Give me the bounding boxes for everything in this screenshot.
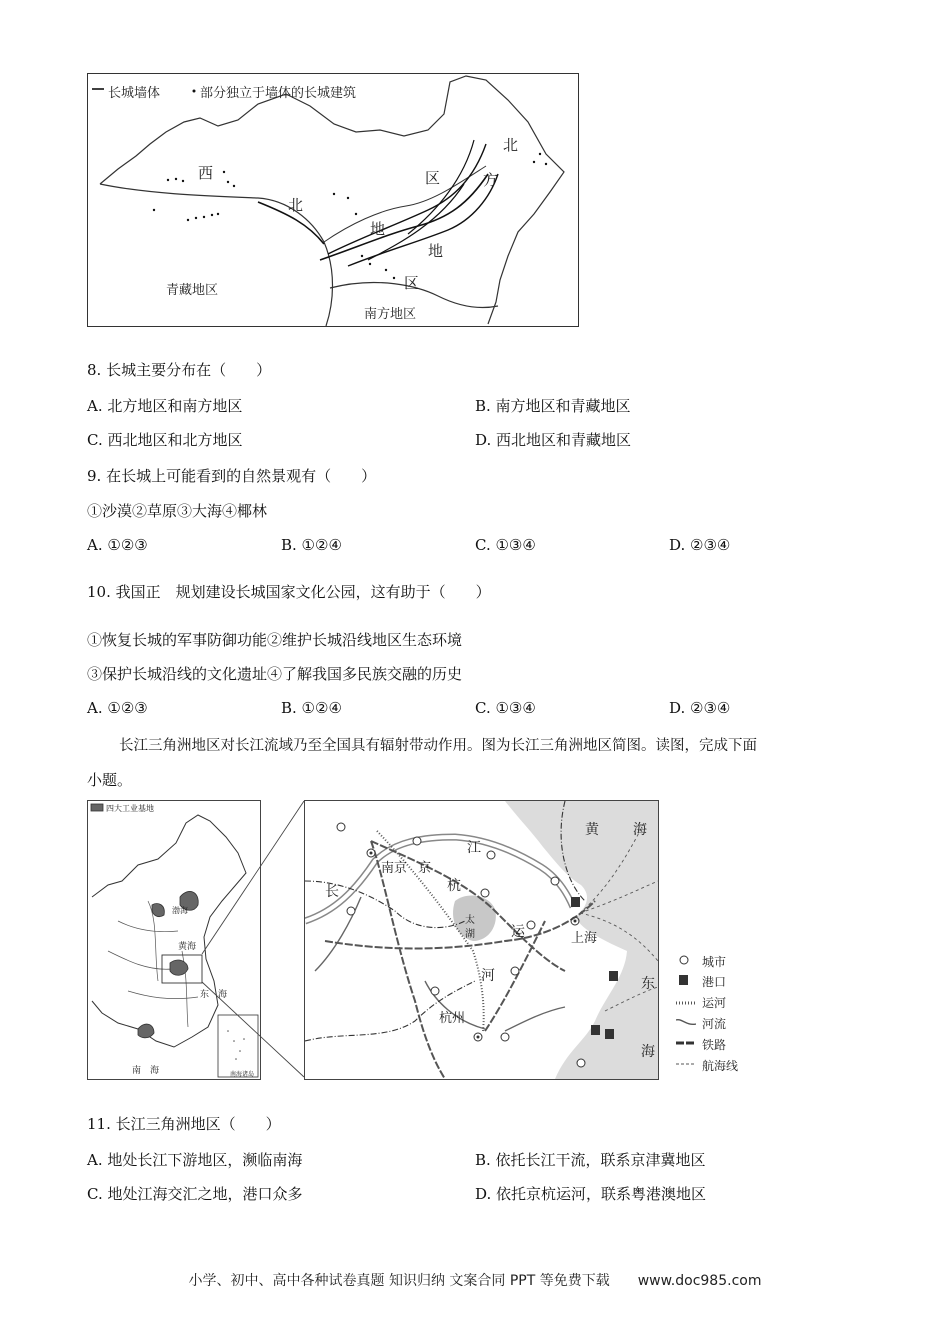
- canal-icon: [676, 995, 702, 1010]
- legend-port-label: 港口: [702, 974, 727, 989]
- map3-shanghai-label: 上海: [571, 931, 598, 946]
- q10-option-c[interactable]: C. ①③④: [475, 699, 536, 717]
- q11-option-c[interactable]: C. 地处江海交汇之地，港口众多: [87, 1185, 303, 1203]
- legend-city-label: 城市: [702, 954, 727, 969]
- q8-stem: 8. 长城主要分布在（ ）: [87, 361, 272, 379]
- legend-building-label: 部分独立于墙体的长城建筑: [200, 86, 357, 101]
- map2-inset-label: 南海诸岛: [230, 1071, 255, 1078]
- map3-jiang-label: 江: [467, 840, 481, 856]
- region-qu-char: 区: [404, 274, 420, 292]
- q10-stem: 10. 我国正 规划建设长城国家文化公园，这有助于（ ）: [87, 583, 491, 601]
- q9-stem: 9. 在长城上可能看到的自然景观有（ ）: [87, 467, 377, 485]
- legend-route-label: 航海线: [702, 1058, 739, 1073]
- q11-option-a[interactable]: A. 地处长江下游地区，濒临南海: [87, 1151, 303, 1169]
- railway-icon: [676, 1037, 702, 1052]
- map3-tai-label: 太: [465, 915, 475, 926]
- region-di-char: 地: [428, 242, 444, 260]
- q9-option-d[interactable]: D. ②③④: [669, 536, 731, 554]
- region-beifang-char2: 方: [483, 171, 499, 189]
- great-wall-map: [87, 73, 579, 327]
- legend-port: [676, 972, 726, 990]
- map3-dong-label: 东: [641, 976, 655, 992]
- q9-option-b[interactable]: B. ①②④: [281, 536, 342, 554]
- map3-hai2-label: 海: [641, 1044, 655, 1060]
- region-beifang-char1: 北: [503, 136, 519, 154]
- city-icon: [676, 954, 702, 969]
- region-xibei-char2: 北: [288, 196, 304, 214]
- map2-donghai-label: 东 海: [200, 990, 228, 1000]
- port-icon: [676, 974, 702, 989]
- region-xibei-char1: 西: [198, 164, 214, 182]
- map3-hai1-label: 海: [633, 822, 647, 838]
- legend-wall-label: 长城墙体: [108, 86, 161, 101]
- intro-line1: 长江三角洲地区对长江流域乃至全国具有辐射带动作用。图为长江三角洲地区简图。读图，完成下面: [119, 738, 757, 754]
- page-footer: 小学、初中、高中各种试卷真题 知识归纳 文案合同 PPT 等免费下载 www.doc985.com: [188, 1273, 762, 1289]
- map2-huanghai-label: 黄海: [178, 942, 197, 952]
- q10-option-a[interactable]: A. ①②③: [87, 699, 148, 717]
- legend-river-label: 河流: [702, 1016, 727, 1031]
- q10-option-b[interactable]: B. ①②④: [281, 699, 342, 717]
- q8-option-a[interactable]: A. 北方地区和南方地区: [87, 397, 243, 415]
- q9-option-c[interactable]: C. ①③④: [475, 536, 536, 554]
- region-beifang-char4: 区: [425, 169, 441, 187]
- map3-yun-label: 运: [511, 924, 525, 940]
- map3-chang-label: 长: [325, 884, 339, 900]
- q11-option-d[interactable]: D. 依托京杭运河，联系粤港澳地区: [475, 1185, 707, 1203]
- map3-hangzhou-label: 杭州: [439, 1011, 466, 1026]
- q8-option-b[interactable]: B. 南方地区和青藏地区: [475, 397, 631, 415]
- map3-nanjing-label: 南京: [381, 861, 408, 876]
- q8-option-d[interactable]: D. 西北地区和青藏地区: [475, 431, 632, 449]
- map3-hang-label: 杭: [447, 878, 461, 894]
- q10-items-line1: ①恢复长城的军事防御功能②维护长城沿线地区生态环境: [87, 631, 463, 649]
- intro-line2: 小题。: [87, 771, 133, 789]
- q10-option-d[interactable]: D. ②③④: [669, 699, 731, 717]
- map-connector-lines: [190, 800, 306, 1080]
- sea-route-icon: [676, 1058, 702, 1073]
- region-beifang-char3: 地: [370, 220, 386, 238]
- great-wall-map-graphic: [88, 74, 578, 326]
- q10-items-line2: ③保护长城沿线的文化遗址④了解我国多民族交融的历史: [87, 665, 463, 683]
- q9-items: ①沙漠②草原③大海④椰林: [87, 502, 268, 520]
- q8-option-c[interactable]: C. 西北地区和北方地区: [87, 431, 243, 449]
- legend-rail: [676, 1035, 726, 1053]
- legend-city: [676, 952, 726, 970]
- map3-hu-label: 湖: [465, 929, 475, 940]
- map2-legend-label: 四大工业基地: [106, 804, 154, 813]
- yangtze-delta-graphic: [305, 801, 658, 1079]
- legend-route: [676, 1056, 738, 1074]
- legend-rail-label: 铁路: [702, 1037, 727, 1052]
- q9-option-a[interactable]: A. ①②③: [87, 536, 148, 554]
- river-icon: [676, 1016, 702, 1031]
- map3-he-label: 河: [481, 968, 495, 984]
- legend-canal: [676, 993, 726, 1011]
- legend-river: [676, 1014, 726, 1032]
- region-nanfang-label: 南方地区: [364, 307, 417, 322]
- map3-jing-label: 京: [418, 861, 432, 876]
- q11-stem: 11. 长江三角洲地区（ ）: [87, 1115, 281, 1133]
- q11-option-b[interactable]: B. 依托长江干流，联系京津冀地区: [475, 1151, 706, 1169]
- map2-bohai-label: 渤海: [172, 906, 188, 915]
- map3-huang-label: 黄: [585, 822, 599, 838]
- map2-nanhai-label: 南 海: [132, 1066, 160, 1076]
- yangtze-delta-map: [304, 800, 659, 1080]
- legend-canal-label: 运河: [702, 995, 727, 1010]
- region-qingzang-label: 青藏地区: [166, 283, 219, 298]
